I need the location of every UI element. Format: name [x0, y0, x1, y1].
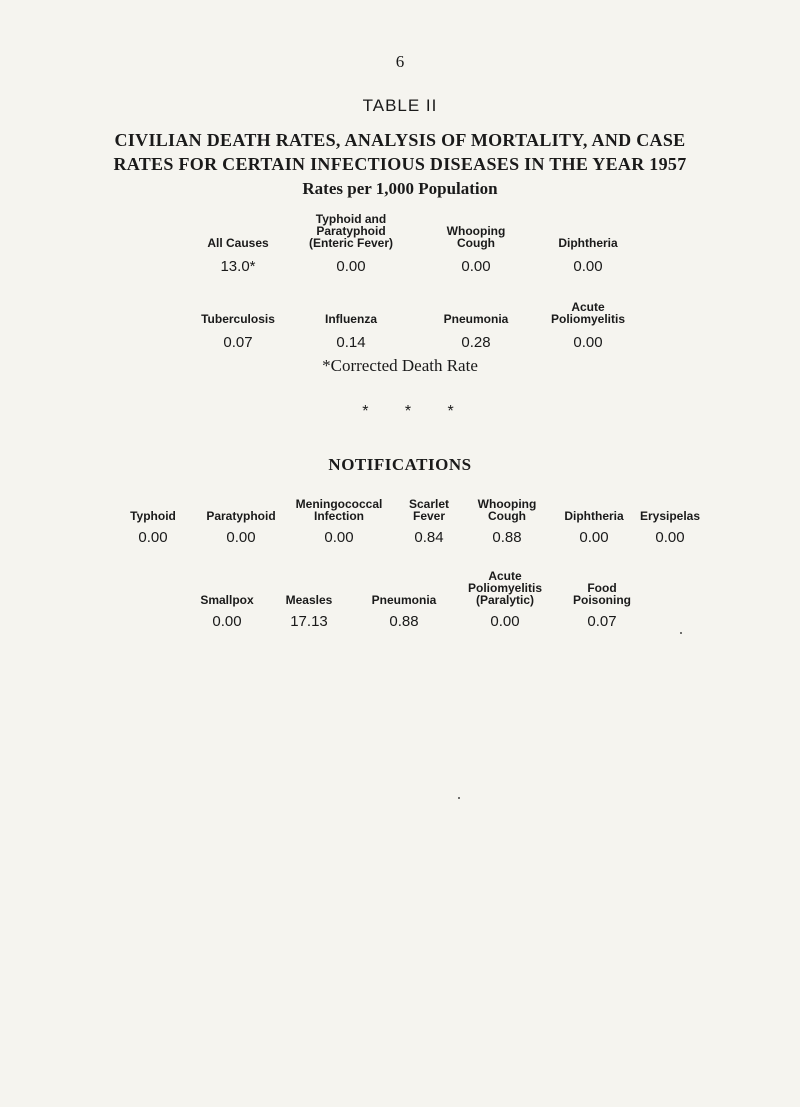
- notification-value: 0.00: [579, 529, 609, 546]
- main-title-line-2: RATES FOR CERTAIN INFECTIOUS DISEASES IN THE YEAR 1957: [113, 154, 687, 174]
- notification-value: 0.07: [587, 613, 617, 630]
- notification-label: Acute Poliomyelitis (Paralytic): [467, 569, 543, 607]
- table-title: TABLE II: [362, 96, 438, 115]
- notification-value: 0.00: [655, 529, 685, 546]
- death-rate-label: Acute Poliomyelitis: [550, 300, 626, 326]
- notification-value: 17.13: [290, 613, 328, 630]
- death-rate-value: 0.28: [461, 334, 491, 351]
- notification-value: 0.00: [212, 613, 242, 630]
- death-rate-value: 0.00: [461, 258, 491, 275]
- notification-label: Meningococcal Infection: [295, 497, 383, 523]
- notification-label: Scarlet Fever: [408, 497, 450, 523]
- rates-heading: Rates per 1,000 Population: [302, 179, 498, 198]
- death-rate-label: Pneumonia: [443, 312, 509, 326]
- notification-label: Measles: [285, 593, 333, 607]
- death-rate-value: 0.00: [336, 258, 366, 275]
- death-rate-label: Whooping Cough: [446, 224, 506, 250]
- notification-label: Whooping Cough: [477, 497, 537, 523]
- notification-value: 0.00: [138, 529, 168, 546]
- death-rate-value: 13.0*: [220, 258, 256, 275]
- death-rate-value: 0.00: [573, 258, 603, 275]
- death-rate-diphtheria: [508, 209, 668, 276]
- scan-speck: [680, 632, 682, 634]
- notification-label: Erysipelas: [639, 509, 701, 523]
- death-rate-value: 0.14: [336, 334, 366, 351]
- notification-value: 0.00: [490, 613, 520, 630]
- section-separator: * * *: [362, 403, 470, 420]
- death-rate-label: All Causes: [207, 236, 269, 250]
- notification-value: 0.88: [389, 613, 419, 630]
- notification-label: Smallpox: [200, 593, 254, 607]
- death-rate-value: 0.07: [223, 334, 253, 351]
- footnote: *Corrected Death Rate: [322, 356, 478, 375]
- notification-value: 0.00: [324, 529, 354, 546]
- notification-erysipelas: [590, 482, 750, 547]
- scan-speck: [458, 797, 460, 799]
- death-rate-acute-poliomyelitis: [508, 285, 668, 352]
- death-rate-label: Tuberculosis: [201, 312, 275, 326]
- notification-label: Food Poisoning: [573, 581, 631, 607]
- main-title: [0, 128, 800, 176]
- death-rate-label: Influenza: [324, 312, 377, 326]
- notification-label: Diphtheria: [564, 509, 624, 523]
- notification-label: Paratyphoid: [206, 509, 276, 523]
- death-rate-label: Diphtheria: [558, 236, 618, 250]
- death-rate-label: Typhoid and Paratyphoid (Enteric Fever): [308, 212, 394, 250]
- main-title-line-1: CIVILIAN DEATH RATES, ANALYSIS OF MORTALITY, AND CASE: [114, 130, 686, 150]
- notification-value: 0.00: [226, 529, 256, 546]
- page-number: 6: [395, 52, 405, 71]
- notifications-heading: NOTIFICATIONS: [328, 455, 472, 474]
- death-rate-value: 0.00: [573, 334, 603, 351]
- notification-label: Pneumonia: [371, 593, 437, 607]
- notification-value: 0.88: [492, 529, 522, 546]
- notification-food-poisoning: [522, 566, 682, 631]
- notification-label: Typhoid: [130, 509, 176, 523]
- notification-value: 0.84: [414, 529, 444, 546]
